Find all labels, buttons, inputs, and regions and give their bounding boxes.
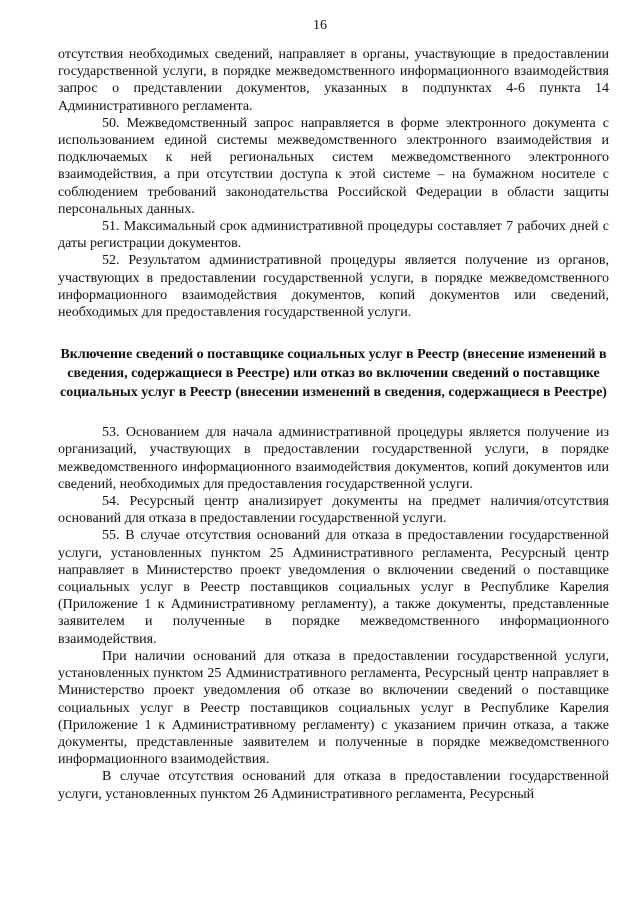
paragraph-continuation: отсутствия необходимых сведений, направляет в органы, участвующие в предоставлении государственной услуги, в порядке межведомственного информационного взаимодействия запрос о представлении документов, указанных в подпунктах 4-6 пункта 14 Административного регламента. <box>58 47 609 114</box>
paragraph-52: 52. Результатом административной процедуры является получение из органов, участвующих в предоставлении государственной услуги, в порядке межведомственного информационного взаимодействия документов, копий документов или сведений, необходимых для предоставления государственной услуги. <box>58 253 609 321</box>
paragraph-55-refusal: При наличии оснований для отказа в предоставлении государственной услуги, установленных пунктом 25 Административного регламента, Ресурсный центр направляет в Министерство проект уведомления об отказе во включении сведений о поставщике социальных услуг в Реестр поставщиков социальных услуг в Республике Карелия (Приложение 1 к Административному регламенту) с указанием причин отказа, а также документы, представленные заявителем и полученные в порядке межведомственного информационного взаимодействия. <box>58 648 609 768</box>
paragraph-53: 53. Основанием для начала административной процедуры является получение из организаций, участвующих в предоставлении государственной услуги, в порядке межведомственного информационного взаимодействия документов, копий документов или сведений, необходимых для предоставления государственной услуги. <box>58 425 609 492</box>
paragraph-51: 51. Максимальный срок административной процедуры составляет 7 рабочих дней с даты регистрации документов. <box>58 219 609 252</box>
paragraph-55-continuation: В случае отсутствия оснований для отказа в предоставлении государственной услуги, установленных пунктом 26 Административного регламента, Ресурсный <box>58 769 609 802</box>
paragraph-50: 50. Межведомственный запрос направляется в форме электронного документа с использованием единой системы межведомственного электронного взаимодействия и подключаемых к ней региональных систем межведомственного электронного взаимодействия, а при отсутствии доступа к этой системе – на бумажном носителе с соблюдением требований законодательства Российской Федерации в области защиты персональных данных. <box>58 115 609 217</box>
page-content <box>58 46 609 803</box>
page-number: 16 <box>313 18 327 33</box>
paragraph-54: 54. Ресурсный центр анализирует документы на предмет наличия/отсутствия оснований для отказа в предоставлении государственной услуги. <box>58 494 609 527</box>
paragraph-55: 55. В случае отсутствия оснований для отказа в предоставлении государственной услуги, установленных пунктом 25 Административного регламента, Ресурсный центр направляет в Министерство проект уведомления о включении сведений о поставщике социальных услуг в Реестр поставщиков социальных услуг в Республике Карелия (Приложение 1 к Административному регламенту), а также документы, представленные заявителем и полученные в порядке межведомственного информационного взаимодействия. <box>58 528 609 647</box>
section-heading: Включение сведений о поставщике социальных услуг в Реестр (внесение изменений в сведения, содержащиеся в Реестре) или отказ во включении сведений о поставщике социальных услуг в Реестр (внесении изменений в сведения, содержащиеся в Реестре) <box>60 347 607 401</box>
